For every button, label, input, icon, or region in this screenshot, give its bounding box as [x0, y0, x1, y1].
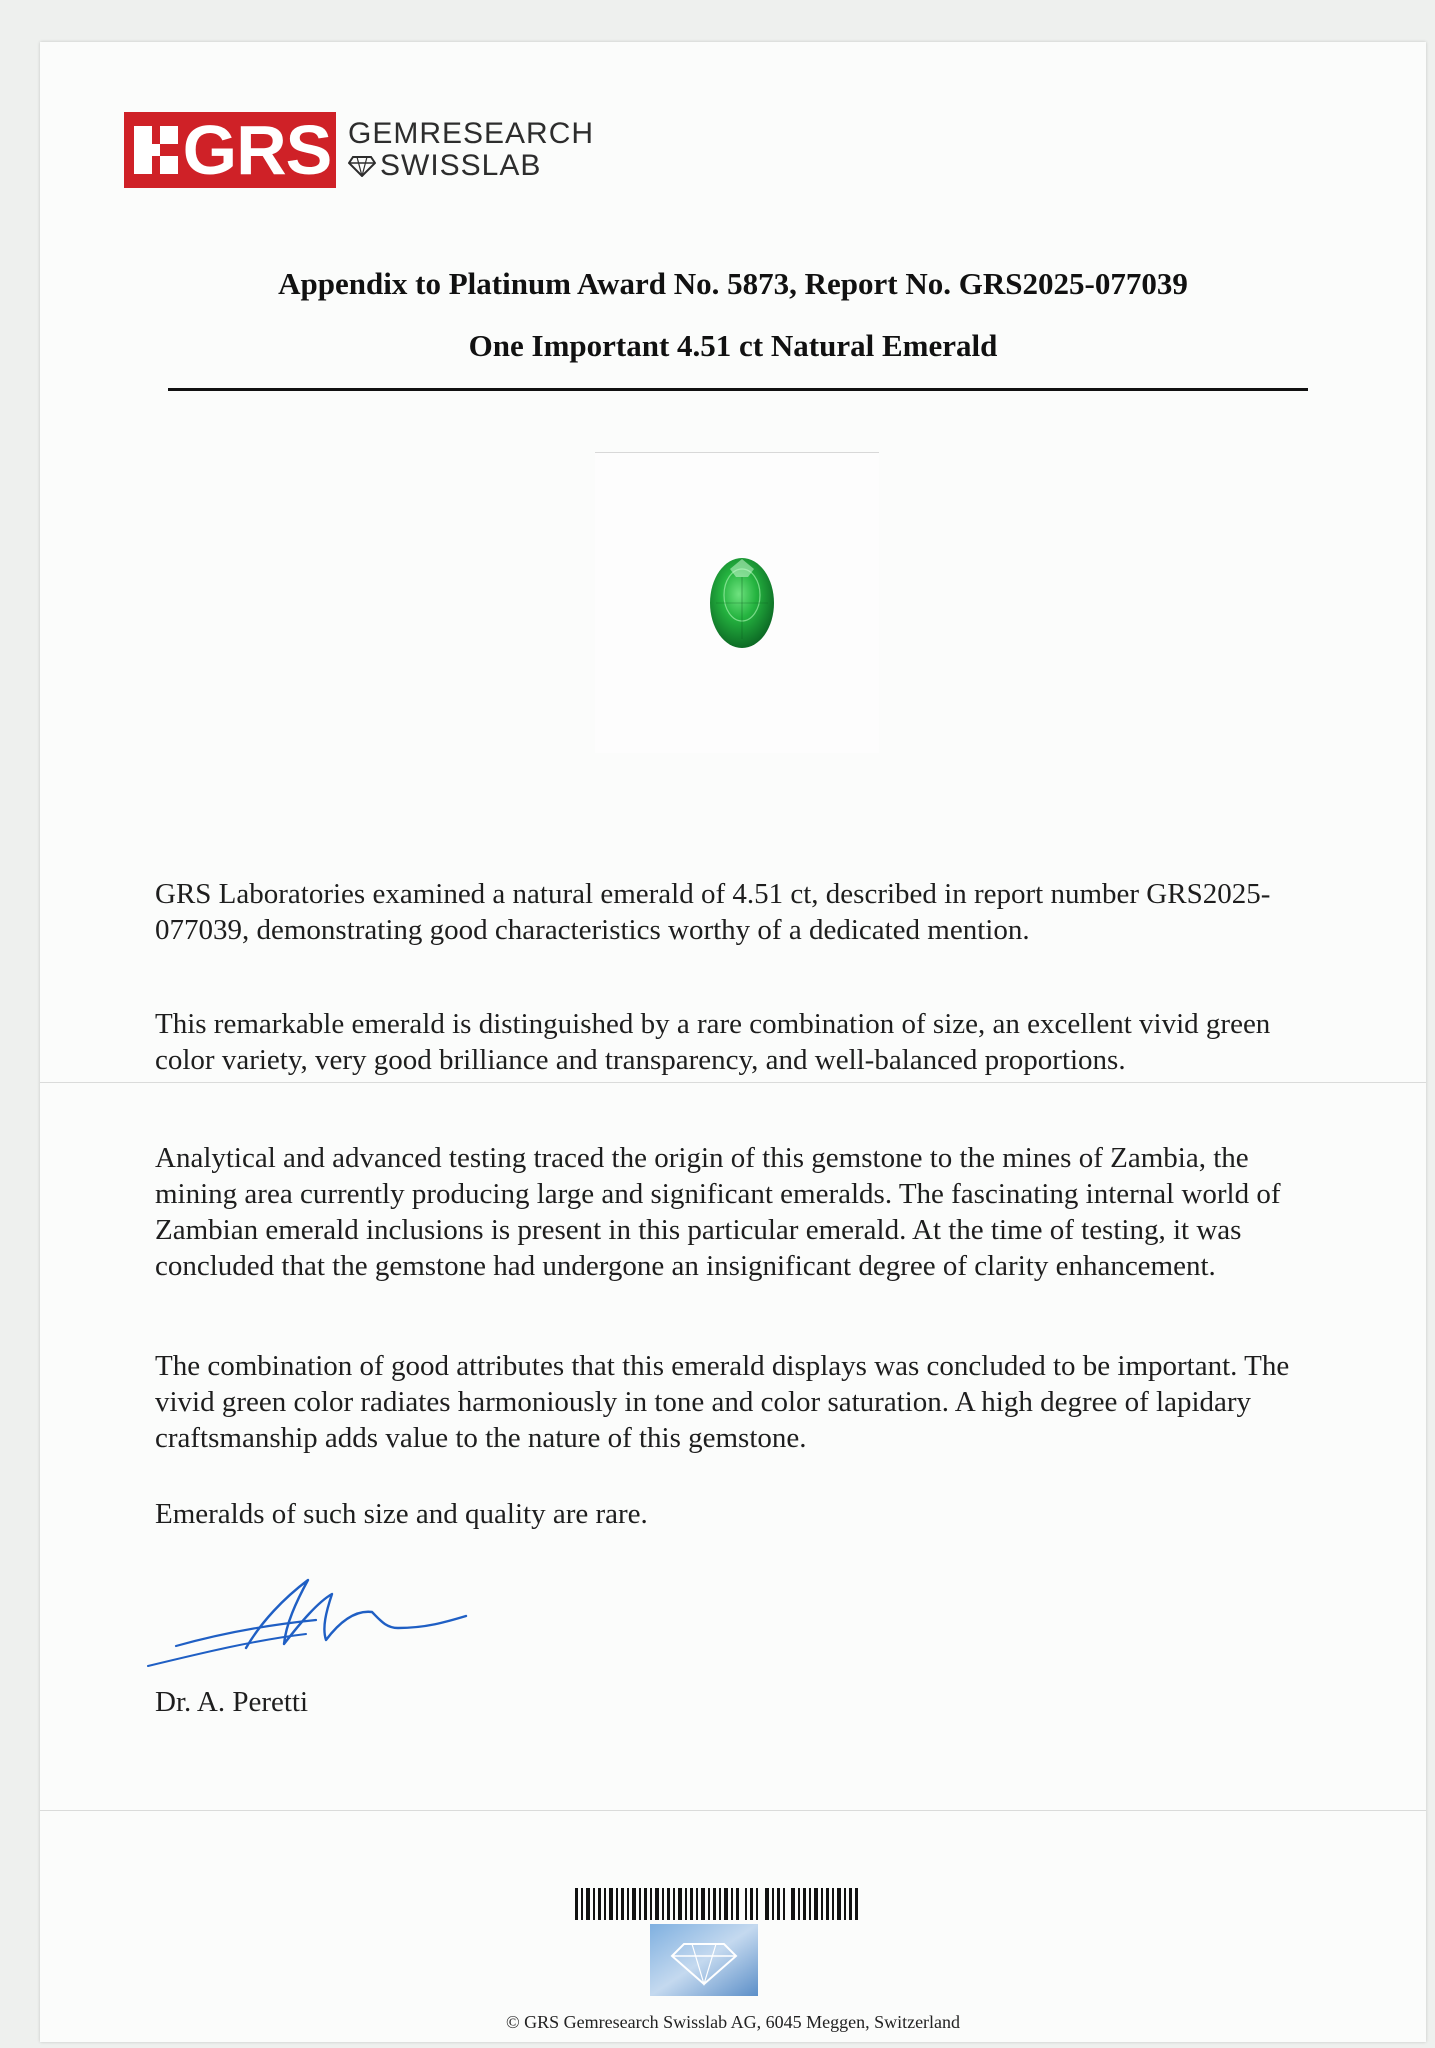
barcode [575, 1888, 859, 1920]
title-divider [168, 388, 1308, 391]
paragraph-rarity: Emeralds of such size and quality are rare. [155, 1498, 648, 1530]
paper-fold-line [40, 1082, 1426, 1083]
paper-fold-line [40, 1810, 1426, 1811]
handwritten-signature [136, 1562, 476, 1672]
grs-logo-badge [124, 112, 336, 188]
report-subtitle: One Important 4.51 ct Natural Emerald [468, 328, 998, 363]
logo-brand-text: GRS [182, 111, 332, 189]
paragraph-attributes: The combination of good attributes that this emerald displays was concluded to be important. The vivid green color radiates harmoniously in tone and color saturation. A high degree of lapidary craftsmanship adds value to the nature of this gemstone. [155, 1350, 1290, 1454]
certificate-page [40, 42, 1426, 2042]
report-title: Appendix to Platinum Award No. 5873, Report No. GRS2025-077039 [278, 266, 1188, 301]
emerald-gemstone-icon [708, 555, 776, 651]
signer-name: Dr. A. Peretti [155, 1686, 309, 1718]
logo-subtitle [348, 118, 594, 182]
swiss-cross-icon [134, 126, 178, 174]
logo-line1: GEMRESEARCH [348, 117, 595, 150]
paragraph-description: This remarkable emerald is distinguished by a rare combination of size, an excellent vivid green color variety, very good brilliance and transparency, and well-balanced proportions. [155, 1008, 1271, 1076]
logo-line2: SWISSLAB [380, 149, 542, 182]
diamond-icon [348, 155, 376, 177]
copyright-footer: © GRS Gemresearch Swisslab AG, 6045 Meggen, Switzerland [505, 2012, 961, 2032]
paragraph-origin: Analytical and advanced testing traced the origin of this gemstone to the mines of Zambia, the mining area currently producing large and significant emeralds. The fascinating internal world of Zambian emerald inclusions is present in this particular emerald. At the time of testing, it was concluded that the gemstone had undergone an insignificant degree of clarity enhancement. [155, 1142, 1281, 1282]
grs-logo [124, 112, 594, 188]
gem-photo [595, 452, 879, 753]
hologram-diamond-seal [650, 1924, 758, 1996]
paragraph-examination: GRS Laboratories examined a natural emerald of 4.51 ct, described in report number GRS2025-077039, demonstrating good characteristics worthy of a dedicated mention. [155, 878, 1271, 946]
